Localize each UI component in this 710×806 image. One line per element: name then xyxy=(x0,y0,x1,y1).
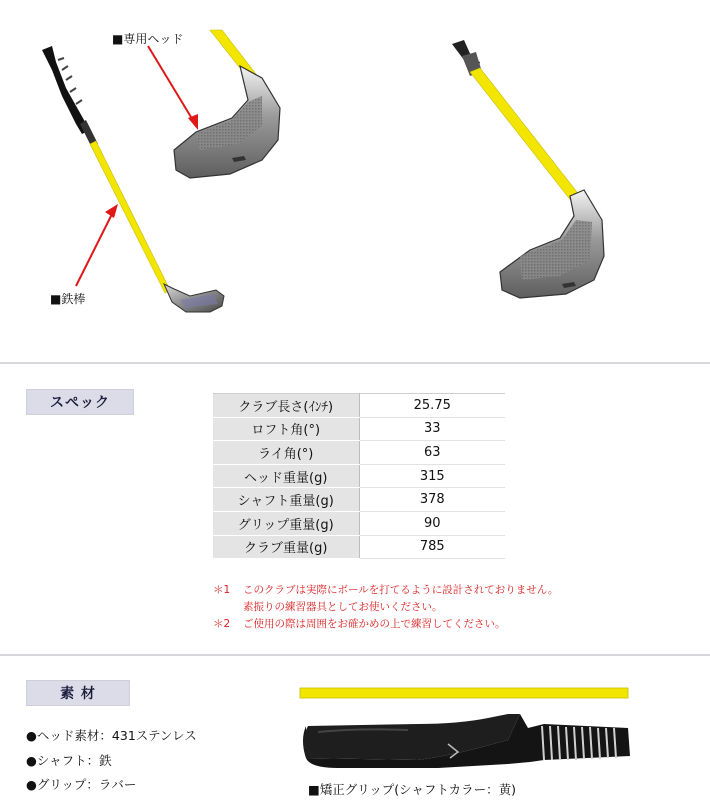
spec-value: 315 xyxy=(359,464,505,488)
note-text: ご使用の際は周囲をお確かめの上で練習してください。 xyxy=(243,618,506,630)
spec-badge xyxy=(26,389,134,415)
note-2 xyxy=(213,616,506,631)
spec-value: 25.75 xyxy=(359,394,505,418)
table-row xyxy=(213,511,505,535)
section-divider xyxy=(0,654,710,656)
full-club-photo xyxy=(42,46,224,312)
spec-value: 785 xyxy=(359,535,505,559)
spec-value: 33 xyxy=(359,417,505,441)
spec-value: 90 xyxy=(359,511,505,535)
club-side-photo xyxy=(452,40,604,298)
spec-label: ヘッド重量(g) xyxy=(213,464,359,488)
spec-value: 378 xyxy=(359,488,505,512)
spec-table xyxy=(213,393,505,559)
shaft-arrow xyxy=(76,204,118,286)
product-photos xyxy=(0,0,710,360)
head-arrow xyxy=(148,46,198,130)
section-divider xyxy=(0,362,710,364)
spec-title: スペック xyxy=(50,395,110,411)
club-illustrations xyxy=(0,0,710,360)
note-mark: ＊2 xyxy=(213,618,231,630)
material-title: 素 材 xyxy=(60,686,96,702)
material-item: ●シャフト：鉄 xyxy=(26,753,112,768)
table-row xyxy=(213,464,505,488)
material-item: ●グリップ：ラバー xyxy=(26,777,137,792)
material-badge xyxy=(26,680,130,706)
spec-label: シャフト重量(g) xyxy=(213,488,359,512)
note-text: このクラブは実際にボールを打てるように設計されておりません。 xyxy=(243,584,559,596)
material-item: ●ヘッド素材：431ステンレス xyxy=(26,728,197,743)
shaft-label: ■鉄棒 xyxy=(50,292,86,306)
grip-photo xyxy=(298,684,638,774)
spec-label: クラブ重量(g) xyxy=(213,535,359,559)
spec-label: ライ角(°) xyxy=(213,441,359,465)
head-label: ■専用ヘッド xyxy=(112,32,184,46)
table-row xyxy=(213,394,505,418)
head-closeup-photo xyxy=(174,30,280,178)
spec-label: グリップ重量(g) xyxy=(213,511,359,535)
note-text: 素振りの練習器具としてお使いください。 xyxy=(243,601,443,613)
corrective-grip-icon xyxy=(303,714,630,768)
note-1-cont xyxy=(213,599,443,614)
spec-label: クラブ長さ(ｲﾝﾁ) xyxy=(213,394,359,418)
table-row xyxy=(213,488,505,512)
note-1 xyxy=(213,582,558,597)
table-row xyxy=(213,417,505,441)
table-row xyxy=(213,441,505,465)
yellow-shaft-icon xyxy=(300,688,628,698)
grip-caption: ■矯正グリップ(シャフトカラー：黄) xyxy=(308,782,516,797)
spec-value: 63 xyxy=(359,441,505,465)
note-mark: ＊1 xyxy=(213,584,231,596)
spec-label: ロフト角(°) xyxy=(213,417,359,441)
table-row xyxy=(213,535,505,559)
